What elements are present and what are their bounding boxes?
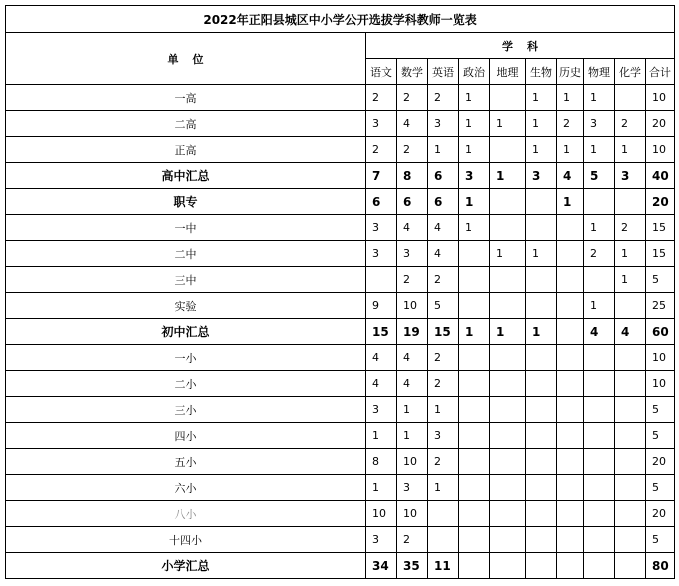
value-cell: 1 xyxy=(428,137,459,163)
value-cell: 1 xyxy=(584,137,615,163)
value-cell: 3 xyxy=(366,241,397,267)
value-cell: 1 xyxy=(615,137,646,163)
value-cell: 10 xyxy=(646,137,675,163)
column-header: 化学 xyxy=(615,59,646,85)
value-cell: 8 xyxy=(366,449,397,475)
value-cell xyxy=(526,267,557,293)
value-cell xyxy=(615,189,646,215)
value-cell: 4 xyxy=(397,111,428,137)
value-cell: 1 xyxy=(397,397,428,423)
unit-name-cell: 一高 xyxy=(6,85,366,111)
unit-name-cell: 二高 xyxy=(6,111,366,137)
value-cell xyxy=(526,553,557,579)
value-cell xyxy=(526,423,557,449)
value-cell: 1 xyxy=(526,85,557,111)
teacher-table xyxy=(5,5,675,579)
value-cell: 10 xyxy=(397,293,428,319)
value-cell xyxy=(584,553,615,579)
table-row xyxy=(6,501,675,527)
value-cell: 4 xyxy=(397,371,428,397)
value-cell xyxy=(615,85,646,111)
value-cell xyxy=(459,423,490,449)
value-cell: 3 xyxy=(584,111,615,137)
value-cell: 1 xyxy=(526,319,557,345)
value-cell: 5 xyxy=(646,423,675,449)
value-cell: 2 xyxy=(615,215,646,241)
value-cell xyxy=(557,319,584,345)
value-cell: 2 xyxy=(397,267,428,293)
value-cell xyxy=(557,501,584,527)
unit-name-cell: 高中汇总 xyxy=(6,163,366,189)
value-cell: 1 xyxy=(459,319,490,345)
table-row xyxy=(6,475,675,501)
value-cell: 1 xyxy=(557,137,584,163)
value-cell: 7 xyxy=(366,163,397,189)
table-row xyxy=(6,111,675,137)
value-cell: 2 xyxy=(428,449,459,475)
value-cell: 3 xyxy=(526,163,557,189)
value-cell: 15 xyxy=(366,319,397,345)
value-cell xyxy=(615,527,646,553)
value-cell xyxy=(459,267,490,293)
value-cell: 15 xyxy=(428,319,459,345)
value-cell xyxy=(526,397,557,423)
value-cell xyxy=(490,527,526,553)
value-cell: 2 xyxy=(428,371,459,397)
value-cell: 2 xyxy=(397,85,428,111)
value-cell xyxy=(490,85,526,111)
value-cell: 20 xyxy=(646,111,675,137)
value-cell: 1 xyxy=(615,267,646,293)
value-cell xyxy=(615,553,646,579)
value-cell xyxy=(557,241,584,267)
unit-name-cell: 初中汇总 xyxy=(6,319,366,345)
unit-name-cell: 二中 xyxy=(6,241,366,267)
value-cell: 6 xyxy=(397,189,428,215)
value-cell xyxy=(459,345,490,371)
value-cell: 2 xyxy=(366,85,397,111)
value-cell: 1 xyxy=(459,189,490,215)
value-cell xyxy=(490,371,526,397)
value-cell xyxy=(526,189,557,215)
value-cell: 1 xyxy=(366,475,397,501)
value-cell: 4 xyxy=(366,371,397,397)
value-cell: 15 xyxy=(646,215,675,241)
value-cell xyxy=(584,475,615,501)
value-cell xyxy=(615,397,646,423)
value-cell xyxy=(584,345,615,371)
value-cell xyxy=(526,475,557,501)
unit-name-cell: 一中 xyxy=(6,215,366,241)
value-cell: 35 xyxy=(397,553,428,579)
value-cell xyxy=(459,553,490,579)
value-cell: 10 xyxy=(646,85,675,111)
value-cell: 20 xyxy=(646,189,675,215)
table-row xyxy=(6,345,675,371)
value-cell xyxy=(557,475,584,501)
value-cell xyxy=(526,501,557,527)
value-cell: 4 xyxy=(366,345,397,371)
value-cell xyxy=(490,423,526,449)
teacher-table-container xyxy=(5,5,675,579)
value-cell: 2 xyxy=(366,137,397,163)
table-title: 2022年正阳县城区中小学公开选拔学科教师一览表 xyxy=(6,6,675,33)
value-cell: 10 xyxy=(397,501,428,527)
value-cell xyxy=(526,371,557,397)
value-cell: 2 xyxy=(557,111,584,137)
value-cell: 3 xyxy=(366,215,397,241)
value-cell xyxy=(557,553,584,579)
table-row xyxy=(6,85,675,111)
column-header: 历史 xyxy=(557,59,584,85)
value-cell: 25 xyxy=(646,293,675,319)
column-header: 生物 xyxy=(526,59,557,85)
value-cell: 5 xyxy=(646,397,675,423)
table-row xyxy=(6,267,675,293)
value-cell: 1 xyxy=(459,111,490,137)
value-cell: 2 xyxy=(428,267,459,293)
value-cell xyxy=(557,527,584,553)
value-cell: 6 xyxy=(428,163,459,189)
value-cell: 1 xyxy=(526,241,557,267)
column-header: 语文 xyxy=(366,59,397,85)
value-cell: 3 xyxy=(366,527,397,553)
unit-name-cell: 三中 xyxy=(6,267,366,293)
value-cell: 5 xyxy=(646,527,675,553)
value-cell: 3 xyxy=(397,475,428,501)
column-header: 物理 xyxy=(584,59,615,85)
value-cell xyxy=(366,267,397,293)
table-row xyxy=(6,371,675,397)
unit-name-cell: 三小 xyxy=(6,397,366,423)
subject-header: 学科 xyxy=(366,33,675,59)
value-cell: 60 xyxy=(646,319,675,345)
value-cell xyxy=(490,293,526,319)
value-cell xyxy=(526,215,557,241)
value-cell xyxy=(584,267,615,293)
value-cell xyxy=(615,371,646,397)
value-cell xyxy=(557,423,584,449)
value-cell xyxy=(490,137,526,163)
value-cell: 5 xyxy=(584,163,615,189)
unit-name-cell: 四小 xyxy=(6,423,366,449)
value-cell xyxy=(584,449,615,475)
value-cell: 1 xyxy=(459,137,490,163)
value-cell xyxy=(615,423,646,449)
value-cell: 2 xyxy=(428,85,459,111)
value-cell xyxy=(459,293,490,319)
value-cell: 6 xyxy=(428,189,459,215)
value-cell: 3 xyxy=(366,397,397,423)
value-cell xyxy=(557,293,584,319)
unit-header: 单位 xyxy=(6,33,366,85)
value-cell xyxy=(557,267,584,293)
value-cell xyxy=(584,189,615,215)
value-cell xyxy=(428,527,459,553)
table-row xyxy=(6,319,675,345)
unit-name-cell: 一小 xyxy=(6,345,366,371)
value-cell: 6 xyxy=(366,189,397,215)
value-cell xyxy=(557,345,584,371)
value-cell: 5 xyxy=(646,267,675,293)
value-cell: 1 xyxy=(459,85,490,111)
value-cell: 19 xyxy=(397,319,428,345)
value-cell xyxy=(557,449,584,475)
value-cell: 1 xyxy=(366,423,397,449)
value-cell xyxy=(459,397,490,423)
value-cell: 3 xyxy=(397,241,428,267)
value-cell: 3 xyxy=(366,111,397,137)
value-cell: 1 xyxy=(584,293,615,319)
value-cell xyxy=(490,215,526,241)
value-cell xyxy=(490,397,526,423)
value-cell: 3 xyxy=(459,163,490,189)
value-cell: 34 xyxy=(366,553,397,579)
value-cell xyxy=(490,345,526,371)
value-cell xyxy=(490,475,526,501)
value-cell: 2 xyxy=(584,241,615,267)
unit-name-cell: 五小 xyxy=(6,449,366,475)
value-cell xyxy=(615,475,646,501)
value-cell xyxy=(584,371,615,397)
value-cell xyxy=(459,527,490,553)
value-cell xyxy=(490,501,526,527)
value-cell: 1 xyxy=(557,85,584,111)
value-cell xyxy=(459,501,490,527)
table-row xyxy=(6,527,675,553)
value-cell xyxy=(584,527,615,553)
table-row xyxy=(6,397,675,423)
value-cell xyxy=(615,345,646,371)
value-cell: 5 xyxy=(646,475,675,501)
unit-name-cell: 正高 xyxy=(6,137,366,163)
value-cell xyxy=(526,449,557,475)
value-cell xyxy=(490,267,526,293)
value-cell xyxy=(615,501,646,527)
value-cell: 15 xyxy=(646,241,675,267)
value-cell: 1 xyxy=(557,189,584,215)
value-cell: 8 xyxy=(397,163,428,189)
value-cell: 2 xyxy=(397,137,428,163)
table-row xyxy=(6,553,675,579)
value-cell: 10 xyxy=(397,449,428,475)
value-cell xyxy=(490,553,526,579)
unit-name-cell: 二小 xyxy=(6,371,366,397)
value-cell: 4 xyxy=(397,215,428,241)
unit-name-cell: 实验 xyxy=(6,293,366,319)
value-cell xyxy=(428,501,459,527)
value-cell: 1 xyxy=(584,215,615,241)
value-cell xyxy=(526,293,557,319)
value-cell: 10 xyxy=(646,371,675,397)
value-cell: 1 xyxy=(584,85,615,111)
value-cell: 1 xyxy=(397,423,428,449)
value-cell xyxy=(459,449,490,475)
value-cell xyxy=(584,501,615,527)
value-cell: 4 xyxy=(428,241,459,267)
value-cell xyxy=(526,527,557,553)
value-cell: 1 xyxy=(490,163,526,189)
value-cell: 1 xyxy=(490,241,526,267)
value-cell: 10 xyxy=(646,345,675,371)
value-cell: 3 xyxy=(615,163,646,189)
value-cell: 80 xyxy=(646,553,675,579)
unit-name-cell: 小学汇总 xyxy=(6,553,366,579)
column-header: 英语 xyxy=(428,59,459,85)
unit-name-cell: 八小 xyxy=(6,501,366,527)
column-header: 地理 xyxy=(490,59,526,85)
value-cell: 9 xyxy=(366,293,397,319)
table-row xyxy=(6,449,675,475)
value-cell xyxy=(459,371,490,397)
value-cell xyxy=(490,189,526,215)
value-cell xyxy=(584,397,615,423)
value-cell: 1 xyxy=(526,111,557,137)
table-row xyxy=(6,241,675,267)
value-cell: 2 xyxy=(397,527,428,553)
value-cell xyxy=(459,475,490,501)
value-cell xyxy=(615,293,646,319)
value-cell: 4 xyxy=(428,215,459,241)
value-cell: 1 xyxy=(490,111,526,137)
column-header: 政治 xyxy=(459,59,490,85)
value-cell: 3 xyxy=(428,423,459,449)
table-row xyxy=(6,293,675,319)
value-cell: 1 xyxy=(459,215,490,241)
value-cell: 1 xyxy=(490,319,526,345)
value-cell: 40 xyxy=(646,163,675,189)
table-row xyxy=(6,163,675,189)
value-cell xyxy=(557,215,584,241)
value-cell: 1 xyxy=(615,241,646,267)
unit-name-cell: 六小 xyxy=(6,475,366,501)
value-cell xyxy=(584,423,615,449)
value-cell: 4 xyxy=(584,319,615,345)
value-cell: 3 xyxy=(428,111,459,137)
table-row xyxy=(6,137,675,163)
unit-name-cell: 十四小 xyxy=(6,527,366,553)
value-cell: 4 xyxy=(615,319,646,345)
value-cell xyxy=(526,345,557,371)
value-cell xyxy=(459,241,490,267)
value-cell: 2 xyxy=(615,111,646,137)
unit-name-cell: 职专 xyxy=(6,189,366,215)
value-cell: 5 xyxy=(428,293,459,319)
value-cell: 4 xyxy=(557,163,584,189)
value-cell: 1 xyxy=(526,137,557,163)
value-cell: 2 xyxy=(428,345,459,371)
table-row xyxy=(6,215,675,241)
column-header: 数学 xyxy=(397,59,428,85)
value-cell: 20 xyxy=(646,449,675,475)
value-cell: 4 xyxy=(397,345,428,371)
column-header: 合计 xyxy=(646,59,675,85)
value-cell xyxy=(557,371,584,397)
value-cell xyxy=(615,449,646,475)
value-cell: 10 xyxy=(366,501,397,527)
value-cell: 11 xyxy=(428,553,459,579)
value-cell xyxy=(490,449,526,475)
value-cell xyxy=(557,397,584,423)
value-cell: 1 xyxy=(428,475,459,501)
table-row xyxy=(6,189,675,215)
value-cell: 20 xyxy=(646,501,675,527)
value-cell: 1 xyxy=(428,397,459,423)
table-row xyxy=(6,423,675,449)
